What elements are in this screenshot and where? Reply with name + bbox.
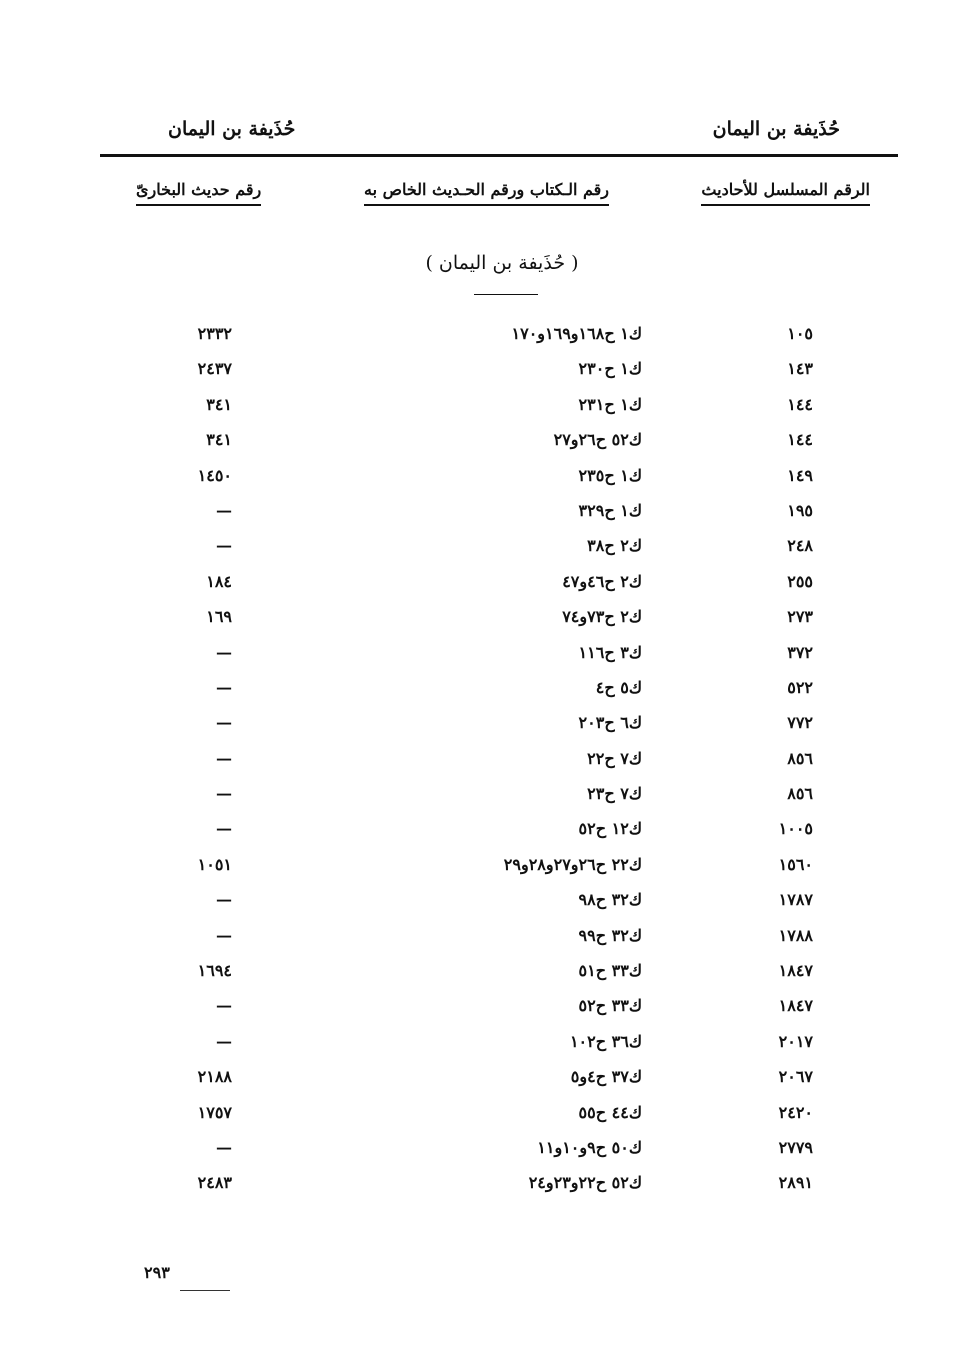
hadith-table: [0, 322, 956, 1207]
bukhari-number: —: [216, 819, 232, 839]
bukhari-number: —: [216, 996, 232, 1016]
book-hadith-reference: ك٣ ح١١٦: [578, 642, 642, 662]
serial-number: ٧٧٢: [787, 713, 813, 733]
serial-number: ٢٧٣: [787, 607, 813, 627]
serial-number: ٢٥٥: [787, 571, 813, 591]
table-row: [0, 534, 956, 569]
serial-number: ٢٤٨: [787, 536, 813, 556]
serial-number: ٢٤٢٠: [778, 1102, 813, 1122]
serial-number: ١٧٨٨: [778, 925, 813, 945]
serial-number: ٣٧٢: [787, 642, 813, 662]
bukhari-number: —: [216, 1031, 232, 1051]
book-hadith-reference: ك٥٠ ح٩و١٠و١١: [537, 1137, 642, 1157]
serial-number: ٥٢٢: [787, 677, 813, 697]
bukhari-number: —: [216, 677, 232, 697]
table-row: [0, 322, 956, 357]
table-row: [0, 1030, 956, 1065]
book-hadith-reference: ك١٢ ح٥٢: [578, 819, 642, 839]
table-row: [0, 888, 956, 923]
serial-number: ٢٧٧٩: [778, 1137, 813, 1157]
book-hadith-reference: ك٢ ح٧٣و٧٤: [562, 607, 642, 627]
table-row: [0, 605, 956, 640]
bukhari-number: —: [216, 748, 232, 768]
table-row: [0, 499, 956, 534]
serial-number: ١٠٠٥: [778, 819, 813, 839]
book-hadith-reference: ك١ ح٢٣٠: [578, 359, 642, 379]
bukhari-number: —: [216, 890, 232, 910]
book-hadith-reference: ك٢ ح٣٨: [587, 536, 642, 556]
bukhari-number: ١٠٥١: [197, 854, 232, 874]
bukhari-number: ١٦٩: [206, 607, 232, 627]
serial-number: ٢٠١٧: [778, 1031, 813, 1051]
running-head-left: حُذَيفة بن اليمان: [168, 118, 296, 140]
table-row: [0, 357, 956, 392]
column-header-bukhari: رقم حديث البخارىّ: [136, 180, 261, 206]
table-row: [0, 1171, 956, 1206]
table-row: [0, 924, 956, 959]
book-hadith-reference: ك١ ح١٦٨و١٦٩و١٧٠: [511, 324, 642, 343]
serial-number: ١٨٤٧: [778, 961, 813, 981]
bukhari-number: —: [216, 500, 232, 520]
bukhari-number: ١٨٤: [206, 571, 232, 591]
table-row: [0, 959, 956, 994]
serial-number: ٨٥٦: [787, 748, 813, 768]
table-row: [0, 393, 956, 428]
bukhari-number: ١٧٥٧: [197, 1102, 232, 1122]
book-hadith-reference: ك١ ح٣٢٩: [578, 500, 642, 520]
bukhari-number: ٢٣٣٢: [197, 324, 232, 343]
table-row: [0, 853, 956, 888]
book-hadith-reference: ك٤٤ ح٥٥: [578, 1102, 642, 1122]
book-hadith-reference: ك٣٣ ح٥١: [578, 961, 642, 981]
page-number: ٢٩٣: [144, 1263, 170, 1282]
table-row: [0, 782, 956, 817]
running-head-right: حُذَيفة بن اليمان: [712, 118, 840, 140]
bukhari-number: —: [216, 925, 232, 945]
serial-number: ١٤٤: [787, 394, 813, 414]
bukhari-number: ١٦٩٤: [197, 961, 232, 981]
bukhari-number: —: [216, 784, 232, 804]
serial-number: ١٧٨٧: [778, 890, 813, 910]
table-row: [0, 817, 956, 852]
book-hadith-reference: ك٦ ح٢٠٣: [578, 713, 642, 733]
book-hadith-reference: ك٥٢ ح٢٦و٢٧: [553, 430, 642, 450]
serial-number: ٢٨٩١: [778, 1173, 813, 1193]
bukhari-number: ٢٤٨٣: [197, 1173, 232, 1193]
serial-number: ١٠٥: [787, 324, 813, 343]
table-row: [0, 711, 956, 746]
book-hadith-reference: ك٧ ح٢٣: [587, 784, 642, 804]
table-row: [0, 1136, 956, 1171]
serial-number: ١٤٣: [787, 359, 813, 379]
book-hadith-reference: ك٢ ح٤٦و٤٧: [562, 571, 642, 591]
book-hadith-reference: ك٣٢ ح٩٩: [578, 925, 642, 945]
table-row: [0, 428, 956, 463]
bukhari-number: ٣٤١: [206, 430, 232, 450]
bukhari-number: ١٤٥٠: [197, 465, 232, 485]
table-row: [0, 1065, 956, 1100]
book-hadith-reference: ك٢٢ ح٢٦و٢٧و٢٨و٢٩: [503, 854, 642, 874]
footer-rule: [180, 1290, 230, 1291]
table-row: [0, 570, 956, 605]
column-header-serial: الرقم المسلسل للأحاديث: [701, 180, 870, 206]
book-hadith-reference: ك٥ ح٤: [595, 677, 642, 697]
table-row: [0, 994, 956, 1029]
bukhari-number: —: [216, 642, 232, 662]
serial-number: ٨٥٦: [787, 784, 813, 804]
book-hadith-reference: ك٣٧ ح٤و٥: [570, 1067, 642, 1087]
book-hadith-reference: ك٣٦ ح١٠٢: [569, 1031, 642, 1051]
serial-number: ١٤٩: [787, 465, 813, 485]
book-hadith-reference: ك١ ح٢٣١: [578, 394, 642, 414]
section-title: ( حُذَيفة بن اليمان ): [425, 252, 579, 274]
serial-number: ١٩٥: [787, 500, 813, 520]
book-hadith-reference: ك١ ح٢٣٥: [578, 465, 642, 485]
book-hadith-reference: ك٣٢ ح٩٨: [578, 890, 642, 910]
bukhari-number: —: [216, 1137, 232, 1157]
book-hadith-reference: ك٥٢ ح٢٢و٢٣و٢٤: [528, 1173, 642, 1193]
table-row: [0, 641, 956, 676]
book-hadith-reference: ك٧ ح٢٢: [587, 748, 642, 768]
serial-number: ١٥٦٠: [778, 854, 813, 874]
column-header-reference: رقم الـكتاب ورقم الحـديث الخاص به: [364, 180, 609, 206]
header-rule: [100, 154, 898, 157]
bukhari-number: ٣٤١: [206, 394, 232, 414]
bukhari-number: —: [216, 713, 232, 733]
bukhari-number: ٢١٨٨: [197, 1067, 232, 1087]
bukhari-number: —: [216, 536, 232, 556]
table-row: [0, 1101, 956, 1136]
table-row: [0, 747, 956, 782]
table-row: [0, 464, 956, 499]
table-row: [0, 676, 956, 711]
serial-number: ١٤٤: [787, 430, 813, 450]
bukhari-number: ٢٤٣٧: [197, 359, 232, 379]
book-hadith-reference: ك٣٣ ح٥٢: [578, 996, 642, 1016]
serial-number: ٢٠٦٧: [778, 1067, 813, 1087]
section-underline: [474, 294, 538, 295]
serial-number: ١٨٤٧: [778, 996, 813, 1016]
